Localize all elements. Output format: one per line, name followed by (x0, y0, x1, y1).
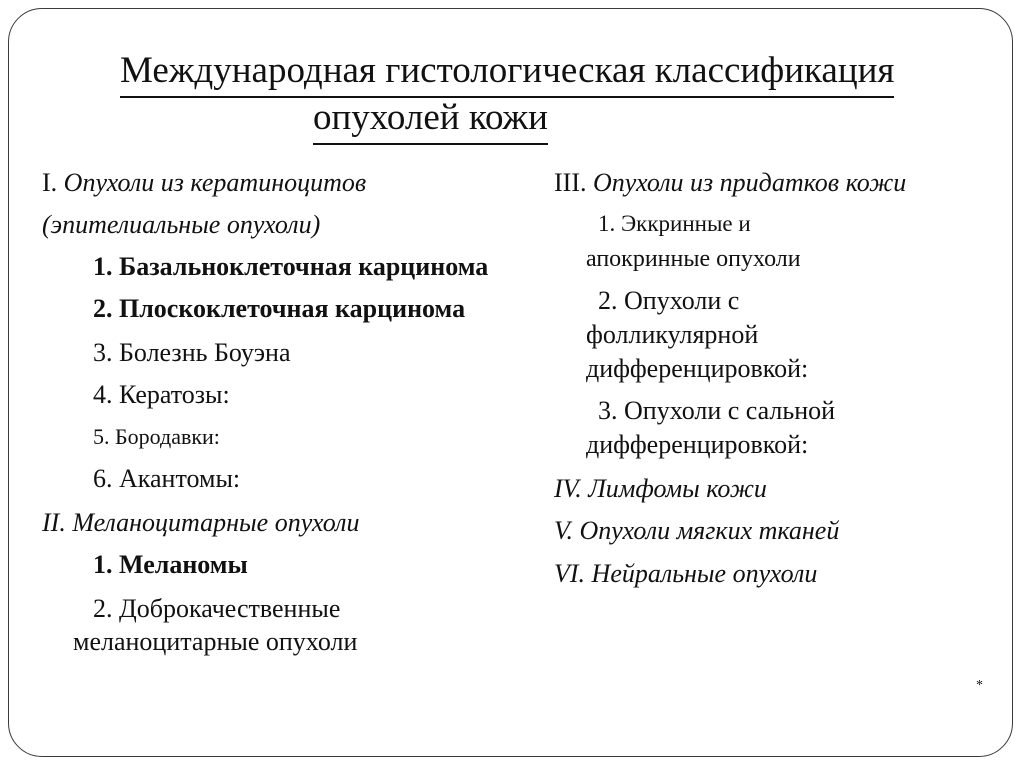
item-benign-melanocytic-line-2: меланоцитарные опухоли (73, 627, 358, 656)
item-follicular-line-2: фолликулярной (586, 320, 759, 349)
group-5-heading: V. Опухоли мягких тканей (554, 516, 840, 545)
item-warts: 5. Бородавки: (93, 424, 220, 449)
item-sebaceous-line-2: дифференцировкой: (586, 430, 809, 459)
group-1-heading (42, 167, 366, 199)
item-acanthomas: 6. Акантомы: (93, 464, 241, 493)
group-3-heading (554, 167, 906, 199)
group-2-heading: II. Меланоцитарные опухоли (42, 508, 360, 537)
slide-title-line-1: Международная гистологическая классификация (120, 50, 894, 98)
item-melanomas: 1. Меланомы (93, 550, 248, 579)
group-6-heading: VI. Нейральные опухоли (554, 559, 818, 588)
item-follicular-line-3: дифференцировкой: (586, 354, 809, 383)
group-1-numeral: I. (42, 168, 58, 197)
item-basal-cell-carcinoma: 1. Базальноклеточная карцинома (93, 252, 489, 281)
item-follicular-line-1: 2. Опухоли с (598, 286, 740, 315)
item-keratoses: 4. Кератозы: (93, 380, 230, 409)
group-4-heading: IV. Лимфомы кожи (554, 474, 767, 503)
item-sebaceous-line-1: 3. Опухоли с сальной (598, 396, 836, 425)
slide-title-line-2: опухолей кожи (313, 97, 548, 145)
group-1-subtitle: (эпителиальные опухоли) (42, 210, 321, 239)
group-3-title: Опухоли из придатков кожи (592, 168, 907, 197)
item-eccrine-line-1: 1. Эккринные и (598, 211, 751, 236)
item-eccrine-line-2: апокринные опухоли (586, 246, 801, 272)
group-3-numeral: III. (554, 168, 587, 197)
page-marker: * (976, 678, 983, 693)
item-bowen-disease: 3. Болезнь Боуэна (93, 338, 291, 367)
item-squamous-cell-carcinoma: 2. Плоскоклеточная карцинома (93, 294, 466, 323)
group-1-title: Опухоли из кератиноцитов (63, 168, 367, 197)
item-benign-melanocytic-line-1: 2. Доброкачественные (93, 594, 341, 623)
